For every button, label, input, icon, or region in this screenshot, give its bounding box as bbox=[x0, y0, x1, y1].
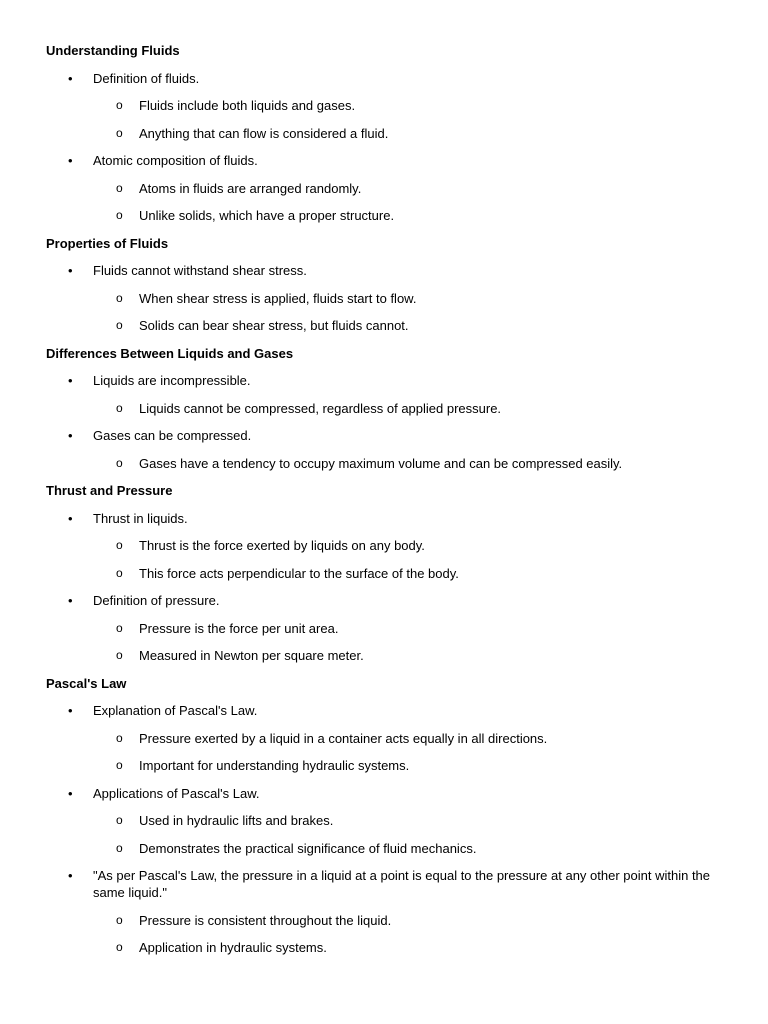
sub-list-item-text: Application in hydraulic systems. bbox=[139, 940, 327, 955]
list-item bbox=[46, 427, 722, 472]
sub-list-item-text: Demonstrates the practical significance of fluid mechanics. bbox=[139, 840, 477, 856]
sub-bullet-list bbox=[93, 620, 722, 665]
list-item-text: Definition of fluids. bbox=[93, 70, 200, 86]
section bbox=[46, 345, 722, 472]
list-item-text: Applications of Pascal's Law. bbox=[93, 785, 260, 801]
section bbox=[46, 675, 722, 957]
sub-bullet-list bbox=[93, 537, 722, 582]
bullet-list bbox=[46, 70, 722, 225]
sub-bullet-icon: o bbox=[116, 648, 123, 662]
list-item-text: Atomic composition of fluids. bbox=[93, 153, 258, 168]
sub-bullet-list bbox=[93, 455, 722, 472]
sub-list-item-text: Important for understanding hydraulic systems. bbox=[139, 758, 410, 773]
list-item bbox=[46, 867, 722, 956]
sub-list-item bbox=[93, 565, 722, 582]
sub-list-item-text: Solids can bear shear stress, but fluids cannot. bbox=[139, 318, 409, 333]
section-heading: Differences Between Liquids and Gases bbox=[46, 345, 294, 361]
bullet-list bbox=[46, 510, 722, 665]
bullet-icon: • bbox=[68, 703, 73, 718]
bullet-icon: • bbox=[68, 785, 73, 801]
sub-list-item-text: Atoms in fluids are arranged randomly. bbox=[139, 180, 362, 196]
sub-list-item-text: Anything that can flow is considered a fluid. bbox=[139, 125, 389, 141]
section-heading: Properties of Fluids bbox=[46, 235, 169, 251]
sub-bullet-icon: o bbox=[116, 98, 123, 112]
sub-bullet-icon: o bbox=[116, 400, 123, 415]
sub-bullet-icon: o bbox=[116, 180, 123, 195]
list-item bbox=[46, 70, 722, 142]
bullet-icon: • bbox=[68, 153, 73, 168]
list-item bbox=[46, 592, 722, 664]
section bbox=[46, 235, 722, 335]
sub-bullet-list bbox=[93, 180, 722, 225]
sub-bullet-icon: o bbox=[116, 208, 123, 222]
sub-bullet-icon: o bbox=[116, 813, 123, 827]
section-heading: Understanding Fluids bbox=[46, 43, 180, 58]
sub-list-item bbox=[93, 97, 722, 114]
sub-list-item-text: Liquids cannot be compressed, regardless of applied pressure. bbox=[139, 400, 502, 416]
sub-bullet-icon: o bbox=[116, 125, 123, 140]
sub-list-item bbox=[93, 912, 722, 929]
sub-bullet-list bbox=[93, 812, 722, 857]
sub-list-item bbox=[93, 455, 722, 472]
sub-list-item bbox=[93, 400, 722, 417]
sub-bullet-icon: o bbox=[116, 318, 123, 332]
list-item-text: Gases can be compressed. bbox=[93, 428, 252, 443]
sub-bullet-list bbox=[93, 730, 722, 775]
sub-list-item bbox=[93, 757, 722, 774]
bullet-icon: • bbox=[68, 428, 73, 443]
bullet-icon: • bbox=[68, 263, 73, 278]
sub-list-item-text: Measured in Newton per square meter. bbox=[139, 648, 364, 663]
section bbox=[46, 42, 722, 224]
sub-bullet-icon: o bbox=[116, 940, 123, 954]
bullet-list bbox=[46, 702, 722, 956]
sub-list-item bbox=[93, 207, 722, 224]
sub-bullet-icon: o bbox=[116, 565, 123, 580]
list-item bbox=[46, 152, 722, 224]
sub-list-item-text: Used in hydraulic lifts and brakes. bbox=[139, 813, 334, 828]
list-item bbox=[46, 510, 722, 582]
list-item-text: Fluids cannot withstand shear stress. bbox=[93, 263, 307, 278]
list-item bbox=[46, 702, 722, 774]
sub-bullet-list bbox=[93, 912, 722, 957]
sub-list-item-text: Unlike solids, which have a proper structure. bbox=[139, 208, 395, 223]
list-item bbox=[46, 785, 722, 857]
sub-list-item bbox=[93, 317, 722, 334]
sub-list-item bbox=[93, 620, 722, 637]
list-item bbox=[46, 262, 722, 334]
list-item-text: Thrust in liquids. bbox=[93, 510, 188, 526]
sub-list-item bbox=[93, 840, 722, 857]
sub-list-item-text: Pressure is consistent throughout the liquid. bbox=[139, 912, 392, 928]
sub-list-item-text: Pressure is the force per unit area. bbox=[139, 620, 339, 636]
sub-bullet-icon: o bbox=[116, 912, 123, 927]
list-item-text: "As per Pascal's Law, the pressure in a liquid at a point is equal to the pressure at any other point within the same liquid." bbox=[93, 868, 711, 900]
sub-list-item bbox=[93, 647, 722, 664]
sub-bullet-list bbox=[93, 97, 722, 142]
list-item bbox=[46, 372, 722, 417]
sub-bullet-icon: o bbox=[116, 840, 123, 855]
sub-list-item-text: This force acts perpendicular to the surface of the body. bbox=[139, 565, 459, 581]
sub-bullet-list bbox=[93, 400, 722, 417]
sub-list-item bbox=[93, 537, 722, 554]
list-item-text: Liquids are incompressible. bbox=[93, 373, 251, 388]
sub-list-item-text: Thrust is the force exerted by liquids on any body. bbox=[139, 538, 425, 553]
bullet-icon: • bbox=[68, 373, 73, 388]
bullet-list bbox=[46, 372, 722, 472]
sub-bullet-icon: o bbox=[116, 455, 123, 470]
section bbox=[46, 482, 722, 664]
sub-list-item bbox=[93, 812, 722, 829]
bullet-list bbox=[46, 262, 722, 334]
sub-list-item bbox=[93, 939, 722, 956]
sub-list-item-text: Fluids include both liquids and gases. bbox=[139, 98, 356, 113]
sub-bullet-icon: o bbox=[116, 620, 123, 635]
sub-bullet-icon: o bbox=[116, 538, 123, 552]
sub-list-item-text: When shear stress is applied, fluids start to flow. bbox=[139, 290, 417, 306]
sub-list-item-text: Pressure exerted by a liquid in a container acts equally in all directions. bbox=[139, 730, 548, 746]
bullet-icon: • bbox=[68, 70, 73, 86]
sub-list-item bbox=[93, 730, 722, 747]
section-heading: Thrust and Pressure bbox=[46, 483, 173, 498]
section-heading: Pascal's Law bbox=[46, 675, 127, 691]
bullet-icon: • bbox=[68, 868, 73, 883]
sub-bullet-icon: o bbox=[116, 290, 123, 305]
list-item-text: Definition of pressure. bbox=[93, 593, 220, 608]
sub-bullet-icon: o bbox=[116, 730, 123, 745]
sub-bullet-icon: o bbox=[116, 758, 123, 772]
sub-list-item bbox=[93, 125, 722, 142]
sub-list-item bbox=[93, 290, 722, 307]
list-item-text: Explanation of Pascal's Law. bbox=[93, 703, 258, 718]
sub-bullet-list bbox=[93, 290, 722, 335]
bullet-icon: • bbox=[68, 510, 73, 526]
bullet-icon: • bbox=[68, 593, 73, 608]
sub-list-item bbox=[93, 180, 722, 197]
sub-list-item-text: Gases have a tendency to occupy maximum volume and can be compressed easily. bbox=[139, 455, 623, 471]
